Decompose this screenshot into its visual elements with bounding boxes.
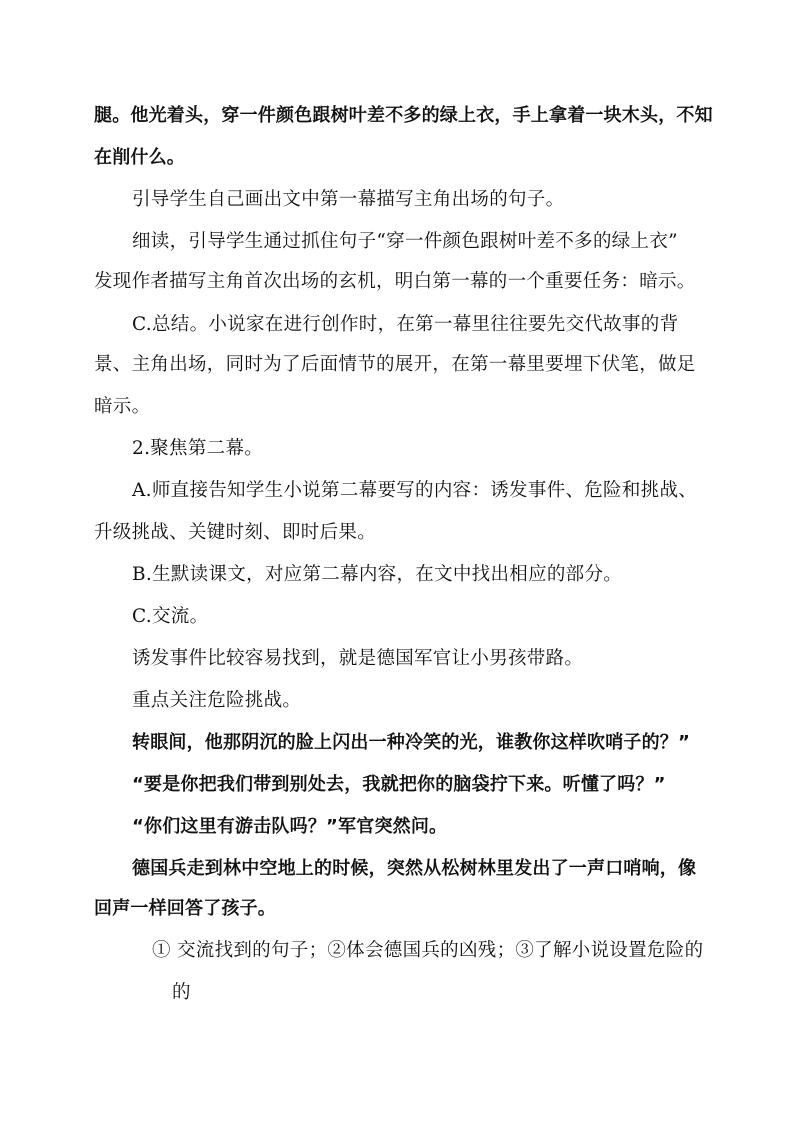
paragraph-line: 引导学生自己画出文中第一幕描写主角出场的句子。 [132,189,565,210]
paragraph-line: C.交流。 [132,606,209,627]
bold-quote-line: 德国兵走到林中空地上的时候，突然从松树林里发出了一声口哨响，像 [132,858,697,879]
bold-quote-line: “你们这里有游击队吗？”军官突然问。 [132,816,448,837]
section-heading-line: 2.聚焦第二幕。 [132,438,264,459]
paragraph-line: 升级挑战、关键时刻、即时后果。 [94,522,377,543]
bold-quote-line: 在削什么。 [94,147,185,168]
paragraph-line: 诱发事件比较容易找到，就是德国军官让小男孩带路。 [132,648,584,669]
paragraph-line: 景、主角出场，同时为了后面情节的展开，在第一幕里要埋下伏笔，做足 [94,354,696,375]
bold-quote-line: 腿。他光着头，穿一件颜色跟树叶差不多的绿上衣，手上拿着一块木头，不知 [94,105,713,126]
paragraph-line: A.师直接告知学生小说第二幕要写的内容：诱发事件、危险和挑战、 [132,480,698,501]
numbered-steps-line: ① 交流找到的句子；②体会德国兵的凶残；③了解小说设置危险的 [152,940,704,961]
paragraph-line: 的 [172,982,191,1003]
paragraph-line: 重点关注危险挑战。 [132,690,302,711]
paragraph-line: 细读，引导学生通过抓住句子“穿一件颜色跟树叶差不多的绿上衣” [132,231,678,252]
bold-quote-line: “要是你把我们带到别处去，我就把你的脑袋拧下来。听懂了吗？” [132,774,666,795]
paragraph-line: B.生默读课文，对应第二幕内容，在文中找出相应的部分。 [132,564,623,585]
paragraph-line: 发现作者描写主角首次出场的玄机，明白第一幕的一个重要任务：暗示。 [94,271,696,292]
paragraph-line: 暗示。 [94,396,151,417]
paragraph-line: C.总结。小说家在进行创作时，在第一幕里往往要先交代故事的背 [132,314,679,335]
bold-quote-line: 回声一样回答了孩子。 [94,898,276,919]
bold-quote-line: 转眼间，他那阴沉的脸上闪出一种冷笑的光，谁教你这样吹哨子的？” [132,732,691,753]
